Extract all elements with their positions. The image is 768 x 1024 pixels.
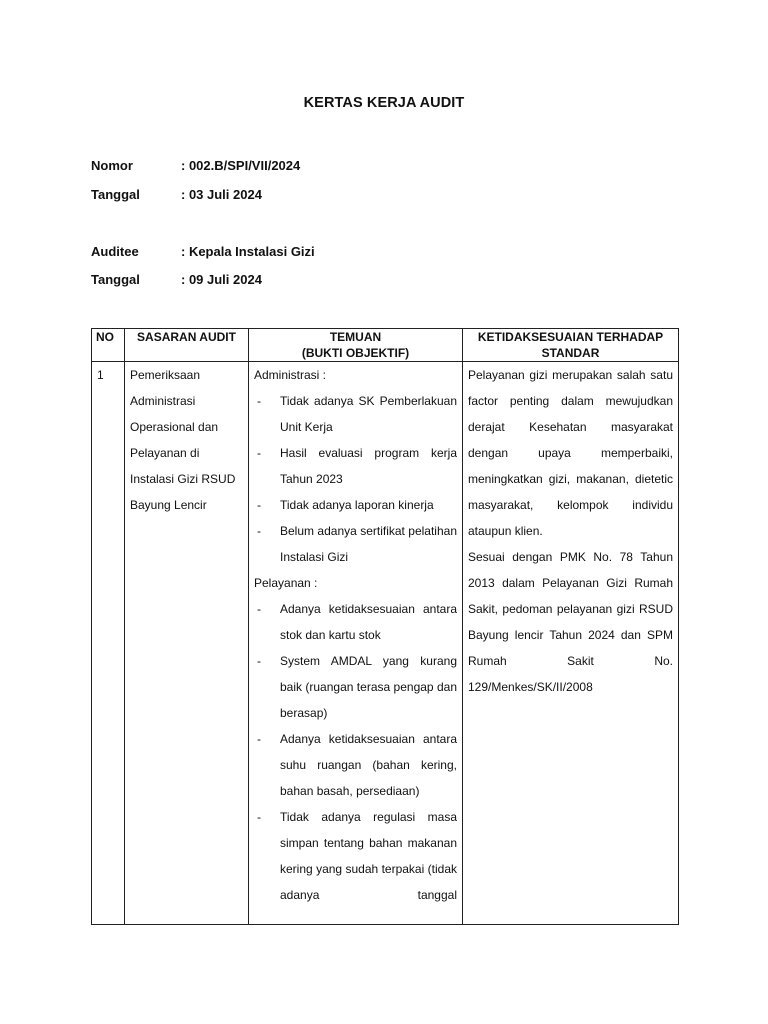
temuan-item-text: Adanya ketidaksesuaian antara stok dan kartu stok — [280, 602, 457, 642]
header-ketidaksesuaian-line2: STANDAR — [541, 346, 600, 360]
dash-marker: - — [257, 732, 261, 746]
cell-sasaran-audit — [125, 362, 249, 925]
dash-marker: - — [257, 602, 261, 616]
ketidaksesuaian-paragraph-1: Pelayanan gizi merupakan salah satu factor penting dalam mewujudkan derajat Kesehatan masyarakat dengan upaya memperbaiki, meningkatkan gizi, makanan, dietetic masyarakat, kelompok individu ataupun klien. — [468, 368, 673, 538]
meta-tanggal-1-value: : 03 Juli 2024 — [181, 187, 262, 202]
meta-tanggal-2-label: Tanggal — [91, 272, 140, 287]
dash-marker: - — [257, 810, 261, 824]
header-temuan-line2: (BUKTI OBJEKTIF) — [301, 346, 410, 360]
meta-nomor-label: Nomor — [91, 158, 133, 173]
temuan-item-text: Belum adanya sertifikat pelatihan Instalasi Gizi — [280, 524, 457, 564]
audit-table — [91, 328, 679, 925]
list-item — [254, 804, 457, 908]
header-temuan-line1: TEMUAN — [329, 330, 382, 344]
temuan-item-text: Tidak adanya regulasi masa simpan tentang bahan makanan kering yang sudah terpakai (tidak adanya tanggal — [280, 810, 457, 902]
meta-tanggal-2-value: : 09 Juli 2024 — [181, 272, 262, 287]
meta-auditee-label: Auditee — [91, 244, 139, 259]
row-number: 1 — [97, 368, 104, 382]
header-ketidaksesuaian — [463, 329, 679, 362]
list-item — [254, 726, 457, 804]
list-item — [254, 596, 457, 648]
dash-marker: - — [257, 654, 261, 668]
temuan-item-text: Tidak adanya SK Pemberlakuan Unit Kerja — [280, 394, 457, 434]
sasaran-audit-text: Pemeriksaan Administrasi Operasional dan Pelayanan di Instalasi Gizi RSUD Bayung Lencir — [130, 368, 236, 512]
audit-table-header-row — [92, 329, 679, 362]
list-item — [254, 518, 457, 570]
header-temuan — [249, 329, 463, 362]
dash-marker: - — [257, 498, 261, 512]
ketidaksesuaian-paragraph-2: Sesuai dengan PMK No. 78 Tahun 2013 dalam Pelayanan Gizi Rumah Sakit, pedoman pelayanan gizi RSUD Bayung lencir Tahun 2024 dan SPM Rumah Sakit No. 129/Menkes/SK/II/2008 — [468, 550, 673, 694]
header-ketidaksesuaian-line1: KETIDAKSESUAIAN TERHADAP — [477, 330, 664, 344]
temuan-item-text: Adanya ketidaksesuaian antara suhu ruangan (bahan kering, bahan basah, persediaan) — [280, 732, 457, 798]
temuan-administrasi-heading: Administrasi : — [254, 368, 327, 382]
list-item — [254, 440, 457, 492]
temuan-item-text: Hasil evaluasi program kerja Tahun 2023 — [280, 446, 457, 486]
meta-tanggal-1-label: Tanggal — [91, 187, 140, 202]
list-item — [254, 492, 457, 518]
cell-ketidaksesuaian — [463, 362, 679, 925]
document-title: KERTAS KERJA AUDIT — [303, 95, 465, 111]
temuan-item-text: Tidak adanya laporan kinerja — [280, 498, 434, 512]
temuan-pelayanan-heading: Pelayanan : — [254, 576, 318, 590]
meta-auditee-value: : Kepala Instalasi Gizi — [181, 244, 315, 259]
table-row — [92, 362, 679, 925]
header-sasaran-audit: SASARAN AUDIT — [125, 329, 249, 362]
header-no: NO — [92, 329, 125, 362]
dash-marker: - — [257, 446, 261, 460]
cell-temuan — [249, 362, 463, 925]
temuan-item-text: System AMDAL yang kurang baik (ruangan terasa pengap dan berasap) — [280, 654, 457, 720]
list-item — [254, 388, 457, 440]
dash-marker: - — [257, 394, 261, 408]
dash-marker: - — [257, 524, 261, 538]
list-item — [254, 648, 457, 726]
meta-nomor-value: : 002.B/SPI/VII/2024 — [181, 158, 301, 173]
cell-no — [92, 362, 125, 925]
